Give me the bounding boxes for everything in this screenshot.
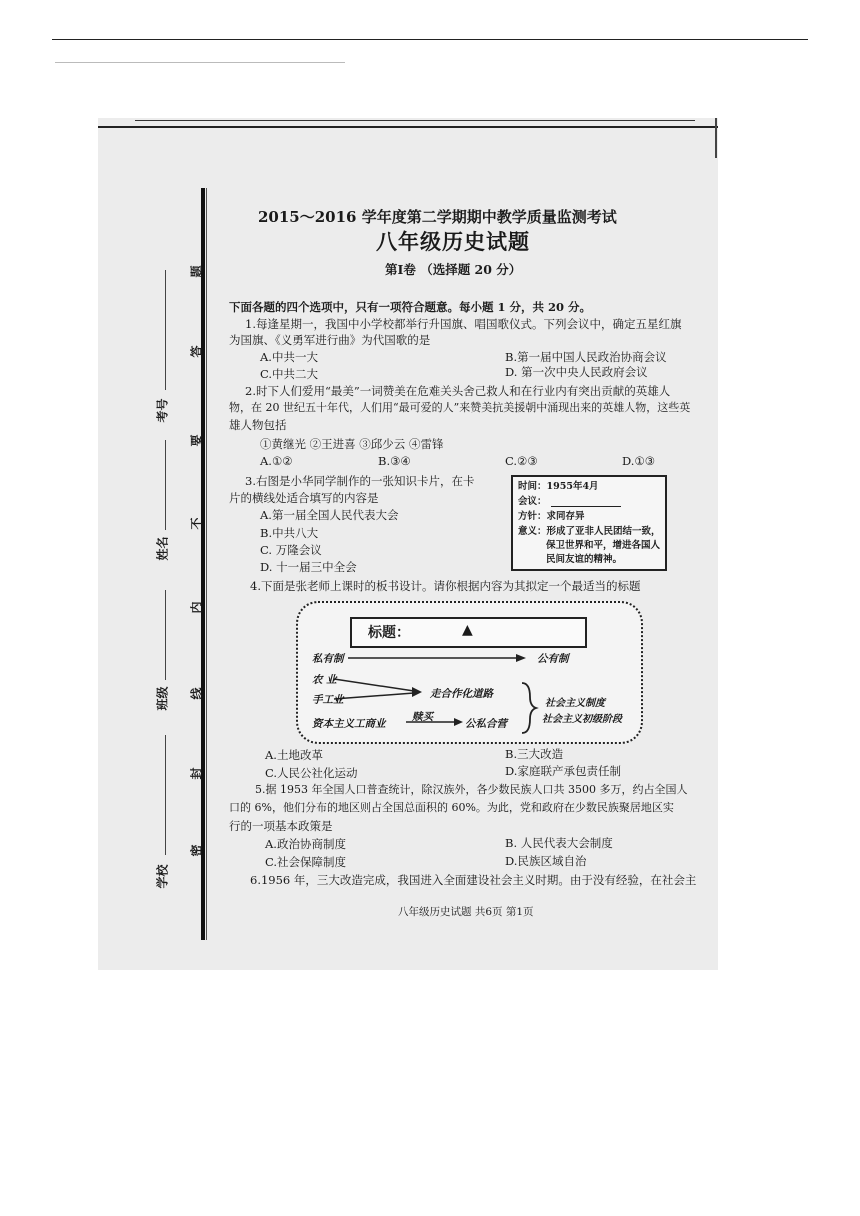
q1-option-b[interactable]: B.第一届中国人民政治协商会议 xyxy=(505,350,667,364)
q1-stem-line2: 为国旗、《义勇军进行曲》为代国歌的是 xyxy=(229,333,431,347)
scan-top-border-thin xyxy=(135,120,695,121)
q4-option-b[interactable]: B.三大改造 xyxy=(505,747,564,761)
seal-char-2: 答 xyxy=(189,345,204,358)
field-school-label: 学校 xyxy=(155,864,170,889)
seal-char-6: 线 xyxy=(189,687,204,700)
seal-char-1: 题 xyxy=(189,265,204,278)
binding-line xyxy=(201,188,205,940)
field-name-line[interactable] xyxy=(165,440,166,530)
board-agriculture: 农 业 xyxy=(312,674,337,686)
card-meaning-line3: 民间友谊的精神。 xyxy=(546,554,623,565)
card-meeting: 会议： xyxy=(518,496,547,507)
page-top-rule xyxy=(52,39,808,40)
board-coop-road: 走合作化道路 xyxy=(430,688,493,700)
q3-stem-line2: 片的横线处适合填写的内容是 xyxy=(229,491,379,505)
q5-option-c[interactable]: C.社会保障制度 xyxy=(265,855,347,869)
q5-stem-line3: 行的一项基本政策是 xyxy=(229,819,333,833)
q1-option-d[interactable]: D. 第一次中央人民政府会议 xyxy=(505,365,648,379)
q3-stem-line1: 3.右图是小华同学制作的一张知识卡片，在卡 xyxy=(245,474,475,488)
q2-stem-line1: 2.时下人们爱用“最美”一词赞美在危难关头舍己救人和在行业内有突出贡献的英雄人 xyxy=(245,384,671,398)
board-buyout: 赎买 xyxy=(412,711,433,723)
q2-option-c[interactable]: C.②③ xyxy=(505,454,538,468)
q2-option-b[interactable]: B.③④ xyxy=(378,454,411,468)
q2-stem-line2: 物，在 20 世纪五十年代，人们用“最可爱的人”来赞美抗美援朝中涌现出来的英雄人物，这些英 xyxy=(229,401,691,414)
card-policy: 方针：求同存异 xyxy=(518,511,585,522)
q3-option-a[interactable]: A.第一届全国人民代表大会 xyxy=(260,508,399,522)
seal-char-4: 不 xyxy=(189,517,204,530)
page-top-rule-faint xyxy=(55,62,345,63)
board-handicraft: 手工业 xyxy=(312,694,344,706)
page-footer: 八年级历史试题 共6页 第1页 xyxy=(398,906,534,918)
q1-option-c[interactable]: C.中共二大 xyxy=(260,367,319,381)
q5-option-a[interactable]: A.政治协商制度 xyxy=(265,837,346,851)
q5-option-b[interactable]: B. 人民代表大会制度 xyxy=(505,836,613,850)
q2-stem-line3: 雄人物包括 xyxy=(229,418,287,432)
seal-char-5: 内 xyxy=(189,601,204,614)
instructions: 下面各题的四个选项中，只有一项符合题意。每小题 1 分，共 20 分。 xyxy=(229,300,592,314)
q3-option-b[interactable]: B.中共八大 xyxy=(260,526,319,540)
board-primary-stage: 社会主义初级阶段 xyxy=(542,714,622,725)
seal-char-8: 密 xyxy=(189,844,204,857)
subject-title: 八年级历史试题 xyxy=(376,229,530,254)
board-private: 私有制 xyxy=(312,653,344,665)
scan-top-border xyxy=(98,126,718,128)
board-capitalist: 资本主义工商业 xyxy=(312,718,386,730)
q5-stem-line1: 5.据 1953 年全国人口普查统计，除汉族外，各少数民族人口共 3500 多万，约占全国人 xyxy=(255,783,688,796)
q5-option-d[interactable]: D.民族区域自治 xyxy=(505,854,587,868)
q6-stem-line1: 6.1956 年，三大改造完成，我国进入全面建设社会主义时期。由于没有经验，在社会主 xyxy=(250,873,697,887)
board-public: 公有制 xyxy=(537,653,569,665)
q3-option-d[interactable]: D. 十一届三中全会 xyxy=(260,560,357,574)
q2-option-d[interactable]: D.①③ xyxy=(622,454,656,468)
field-class-label: 班级 xyxy=(155,686,170,711)
seal-char-7: 封 xyxy=(189,767,204,780)
q5-stem-line2: 口的 6%，他们分布的地区则占全国总面积的 60%。为此，党和政府在少数民族聚居地区实 xyxy=(229,801,674,814)
q4-option-d[interactable]: D.家庭联产承包责任制 xyxy=(505,764,621,778)
field-school-line[interactable] xyxy=(165,735,166,855)
q4-option-c[interactable]: C.人民公社化运动 xyxy=(265,766,358,780)
board-title-mark: ▲ xyxy=(462,622,473,638)
card-meaning-line1: 意义：形成了亚非人民团结一致， xyxy=(518,526,661,537)
q4-option-a[interactable]: A.土地改革 xyxy=(265,748,323,762)
board-socialist-system: 社会主义制度 xyxy=(545,698,605,709)
q2-items: ①黄继光 ②王进喜 ③邱少云 ④雷锋 xyxy=(260,437,444,451)
card-blank-line xyxy=(551,506,621,507)
q1-option-a[interactable]: A.中共一大 xyxy=(260,350,318,364)
scan-right-edge xyxy=(715,118,717,158)
q4-stem: 4.下面是张老师上课时的板书设计。请你根据内容为其拟定一个最适当的标题 xyxy=(250,579,641,593)
board-title-label: 标题： xyxy=(368,625,410,641)
q2-option-a[interactable]: A.①② xyxy=(260,454,293,468)
q3-option-c[interactable]: C. 万隆会议 xyxy=(260,543,322,557)
binding-line-inner xyxy=(206,188,207,940)
part-title: 第Ⅰ卷 （选择题 20 分） xyxy=(385,262,522,277)
board-joint-venture: 公私合营 xyxy=(465,718,507,730)
field-exam-number-label: 考号 xyxy=(155,398,170,423)
card-meaning-line2: 保卫世界和平，增进各国人 xyxy=(546,540,661,551)
field-name-label: 姓名 xyxy=(155,536,170,561)
knowledge-card xyxy=(511,475,667,571)
card-time: 时间：1955年4月 xyxy=(518,481,599,492)
field-class-line[interactable] xyxy=(165,590,166,680)
field-exam-number-line[interactable] xyxy=(165,270,166,390)
q1-stem-line1: 1.每逢星期一，我国中小学校都举行升国旗、唱国歌仪式。下列会议中，确定五星红旗 xyxy=(245,317,682,331)
exam-title: 2015～2016 学年度第二学期期中教学质量监测考试 xyxy=(258,208,617,226)
seal-char-3: 要 xyxy=(189,434,204,447)
